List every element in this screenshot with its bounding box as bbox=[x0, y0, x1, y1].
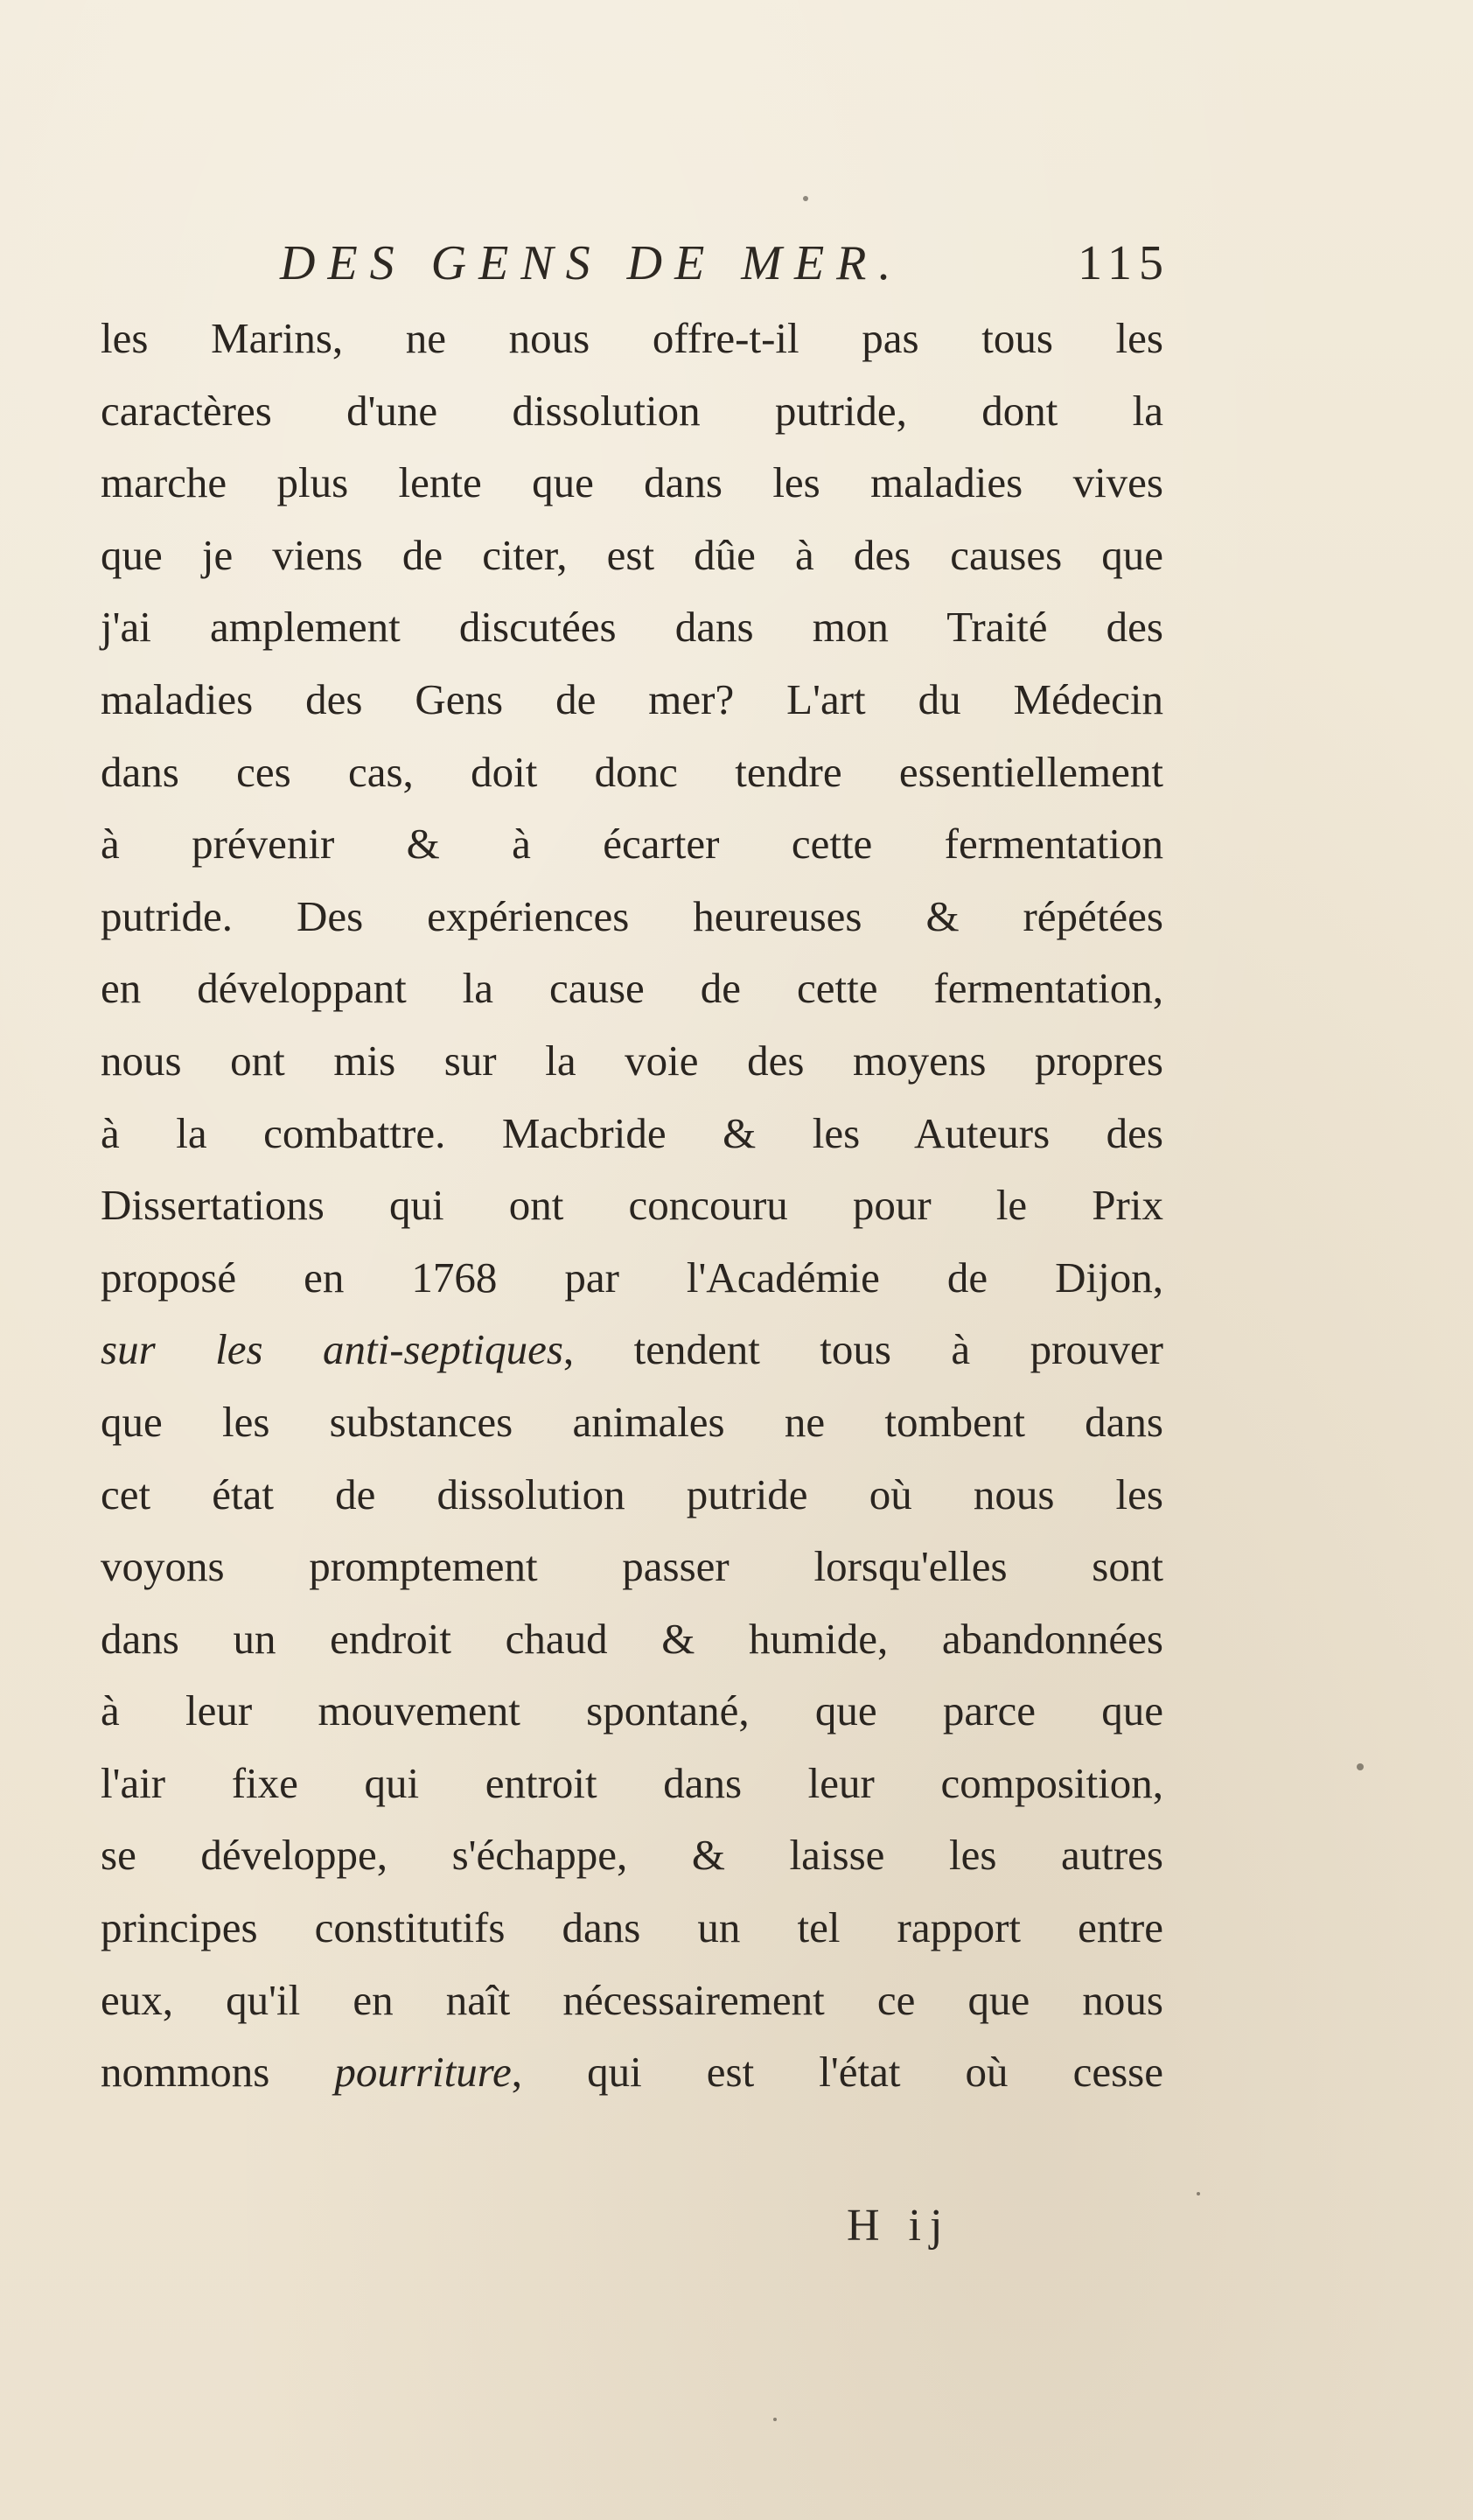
text-line: nous ont mis sur la voie des moyens propres bbox=[101, 1036, 1163, 1085]
italic-phrase: sur les anti-septiques bbox=[101, 1325, 563, 1374]
text-line: Dissertations qui ont concouru pour le Prix bbox=[101, 1181, 1163, 1230]
text-line: à prévenir & à écarter cette fermentation bbox=[101, 820, 1163, 869]
text-line: dans ces cas, doit donc tendre essentiellement bbox=[101, 747, 1163, 796]
text-line: eux, qu'il en naît nécessairement ce que nous bbox=[101, 1975, 1163, 2024]
text-line: j'ai amplement discutées dans mon Traité des bbox=[101, 603, 1163, 652]
text-line: en développant la cause de cette fermentation, bbox=[101, 964, 1163, 1013]
page-number: 115 bbox=[1078, 236, 1170, 290]
text-line: proposé en 1768 par l'Académie de Dijon, bbox=[101, 1253, 1163, 1302]
text-line: maladies des Gens de mer? L'art du Médecin bbox=[101, 674, 1163, 723]
text-line: l'air fixe qui entroit dans leur composition, bbox=[101, 1758, 1163, 1807]
paper-speck bbox=[1357, 1763, 1364, 1770]
text-line: que les substances animales ne tombent dans bbox=[101, 1397, 1163, 1446]
text-block bbox=[101, 224, 1170, 2109]
text-line: à leur mouvement spontané, que parce que bbox=[101, 1686, 1163, 1735]
text-line: se développe, s'échappe, & laisse les autres bbox=[101, 1831, 1163, 1880]
text-line: que je viens de citer, est dûe à des causes que bbox=[101, 530, 1163, 579]
running-head bbox=[101, 224, 1170, 303]
text-line: marche plus lente que dans les maladies vives bbox=[101, 458, 1163, 507]
text-line: voyons promptement passer lorsqu'elles sont bbox=[101, 1542, 1163, 1591]
text-line: cet état de dissolution putride où nous les bbox=[101, 1469, 1163, 1518]
italic-phrase: pourriture bbox=[334, 2048, 512, 2097]
text-line: à la combattre. Macbride & les Auteurs des bbox=[101, 1108, 1163, 1157]
text-line bbox=[101, 2036, 1163, 2109]
body-text bbox=[101, 303, 1163, 2109]
paper-speck bbox=[1197, 2192, 1200, 2195]
signature-mark: H ij bbox=[847, 2201, 952, 2251]
text-line bbox=[101, 1314, 1163, 1386]
text-run: nommons bbox=[101, 2048, 335, 2097]
text-line: caractères d'une dissolution putride, dont la bbox=[101, 386, 1163, 435]
text-line: les Marins, ne nous offre-t-il pas tous les bbox=[101, 314, 1163, 362]
text-line: dans un endroit chaud & humide, abandonnées bbox=[101, 1614, 1163, 1663]
paper-speck bbox=[803, 196, 808, 201]
text-run: , tendent tous à prouver bbox=[562, 1325, 1163, 1374]
text-line: putride. Des expériences heureuses & répétées bbox=[101, 891, 1163, 940]
text-run: , qui est l'état où cesse bbox=[511, 2048, 1163, 2097]
text-line: principes constitutifs dans un tel rapport entre bbox=[101, 1903, 1163, 1952]
running-head-title: DES GENS DE MER. bbox=[280, 236, 904, 290]
paper-speck bbox=[773, 2418, 777, 2421]
